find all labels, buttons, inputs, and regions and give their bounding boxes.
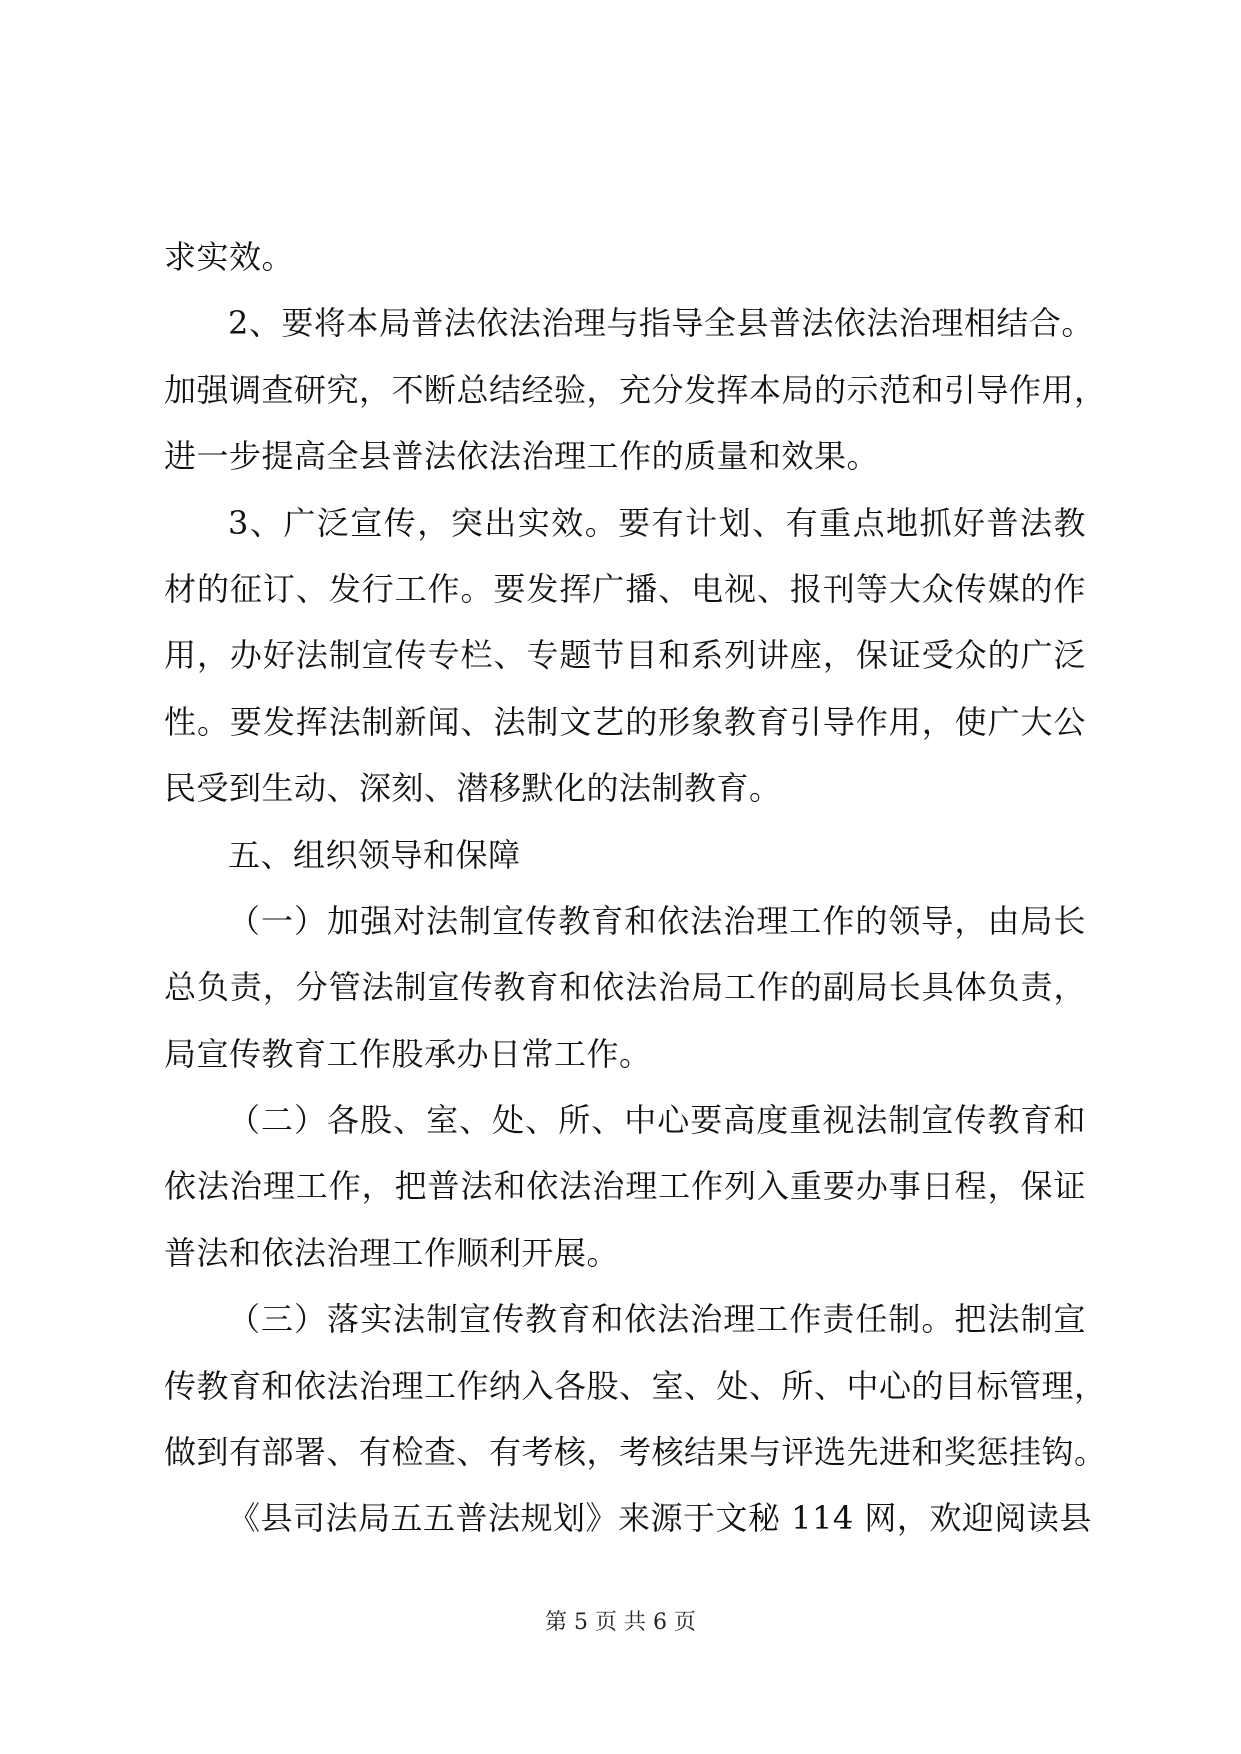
document-body bbox=[164, 224, 1107, 1552]
text-line: 材的征订、发行工作。要发挥广播、电视、报刊等大众传媒的作 bbox=[164, 569, 1086, 608]
text-line: 传教育和依法治理工作纳入各股、室、处、所、中心的目标管理， bbox=[164, 1366, 1107, 1405]
text-line: 局宣传教育工作股承办日常工作。 bbox=[164, 1034, 652, 1073]
text-line: 求实效。 bbox=[164, 238, 295, 276]
page-footer: 第 5 页 共 6 页 bbox=[545, 1610, 696, 1635]
text-line: 普法和依法治理工作顺利开展。 bbox=[164, 1233, 620, 1272]
text-line: （二）各股、室、处、所、中心要高度重视法制宣传教育和 bbox=[228, 1101, 1086, 1140]
text-line: 2、要将本局普法依法治理与指导全县普法依法治理相结合。 bbox=[228, 304, 1094, 343]
text-line: 《县司法局五五普法规划》来源于文秘 114 网，欢迎阅读县 bbox=[228, 1499, 1092, 1538]
text-line: 做到有部署、有检查、有考核，考核结果与评选先进和奖惩挂钩。 bbox=[164, 1433, 1107, 1472]
text-line: 依法治理工作，把普法和依法治理工作列入重要办事日程，保证 bbox=[164, 1167, 1086, 1206]
text-line: （三）落实法制宣传教育和依法治理工作责任制。把法制宣 bbox=[228, 1300, 1086, 1339]
text-line: 总负责，分管法制宣传教育和依法治局工作的副局长具体负责， bbox=[164, 968, 1086, 1007]
text-line: 加强调查研究，不断总结经验，充分发挥本局的示范和引导作用， bbox=[164, 370, 1107, 409]
text-line: （一）加强对法制宣传教育和依法治理工作的领导，由局长 bbox=[228, 901, 1086, 940]
text-line: 进一步提高全县普法依法治理工作的质量和效果。 bbox=[164, 437, 880, 476]
text-line: 3、广泛宣传，突出实效。要有计划、有重点地抓好普法教 bbox=[228, 503, 1086, 542]
text-line: 民受到生动、深刻、潜移默化的法制教育。 bbox=[164, 769, 782, 808]
text-line: 五、组织领导和保障 bbox=[228, 835, 521, 874]
text-line: 用，办好法制宣传专栏、专题节目和系列讲座，保证受众的广泛 bbox=[164, 636, 1086, 675]
text-line: 性。要发挥法制新闻、法制文艺的形象教育引导作用，使广大公 bbox=[164, 702, 1086, 741]
